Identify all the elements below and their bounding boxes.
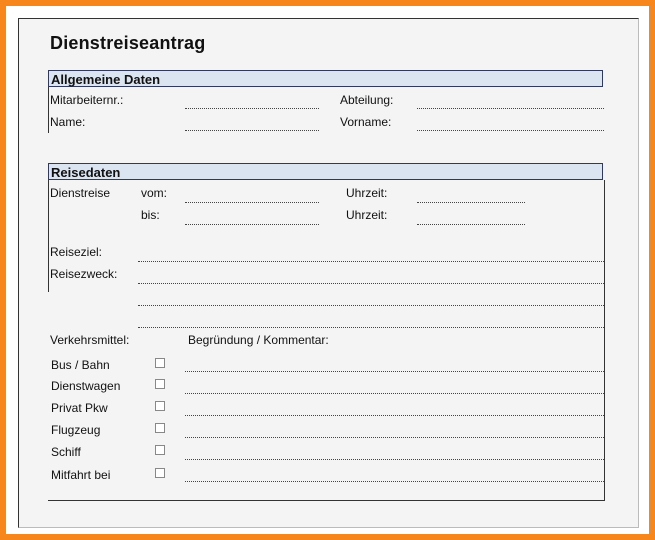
field-reisezweck-3[interactable]	[138, 327, 604, 328]
label-dienstreise: Dienstreise	[50, 186, 111, 200]
label-name: Name:	[50, 115, 86, 129]
field-kommentar-bus-bahn[interactable]	[185, 371, 604, 372]
field-kommentar-dienstwagen[interactable]	[185, 393, 604, 394]
checkbox-bus-bahn[interactable]	[155, 358, 165, 368]
field-reisezweck-2[interactable]	[138, 305, 604, 306]
field-vom[interactable]	[185, 202, 319, 203]
label-abteilung: Abteilung:	[340, 93, 394, 107]
option-label: Mitfahrt bei	[51, 468, 111, 482]
label-verkehrsmittel: Verkehrsmittel:	[50, 333, 130, 347]
field-uhrzeit-1[interactable]	[417, 202, 525, 203]
checkbox-flugzeug[interactable]	[155, 423, 165, 433]
field-kommentar-privat-pkw[interactable]	[185, 415, 604, 416]
label-begruendung: Begründung / Kommentar:	[188, 333, 329, 347]
section1-left-border	[48, 87, 49, 133]
label-uhrzeit-2: Uhrzeit:	[346, 208, 388, 222]
form-title: Dienstreiseantrag	[50, 33, 206, 53]
field-abteilung[interactable]	[417, 108, 604, 109]
checkbox-schiff[interactable]	[155, 445, 165, 455]
checkbox-mitfahrt-bei[interactable]	[155, 468, 165, 478]
field-reiseziel[interactable]	[138, 261, 604, 262]
label-bis: bis:	[141, 208, 160, 222]
option-label: Dienstwagen	[51, 379, 121, 393]
field-kommentar-flugzeug[interactable]	[185, 437, 604, 438]
section-header-allgemeine-daten: Allgemeine Daten	[48, 70, 603, 87]
label-reisezweck: Reisezweck:	[50, 267, 118, 281]
option-label: Privat Pkw	[51, 401, 108, 415]
label-reiseziel: Reiseziel:	[50, 245, 103, 259]
label-mitarbeiternr: Mitarbeiternr.:	[50, 93, 124, 107]
field-uhrzeit-2[interactable]	[417, 224, 525, 225]
field-name[interactable]	[185, 130, 319, 131]
section2-right-border	[604, 180, 605, 500]
option-label: Schiff	[51, 445, 81, 459]
checkbox-privat-pkw[interactable]	[155, 401, 165, 411]
label-uhrzeit-1: Uhrzeit:	[346, 186, 388, 200]
option-label: Bus / Bahn	[51, 358, 110, 372]
field-kommentar-mitfahrt-bei[interactable]	[185, 481, 604, 482]
field-kommentar-schiff[interactable]	[185, 459, 604, 460]
checkbox-dienstwagen[interactable]	[155, 379, 165, 389]
field-mitarbeiternr[interactable]	[185, 108, 319, 109]
field-bis[interactable]	[185, 224, 319, 225]
field-reisezweck-1[interactable]	[138, 283, 604, 284]
section2-left-border	[48, 180, 49, 292]
option-label: Flugzeug	[51, 423, 101, 437]
label-vom: vom:	[141, 186, 168, 200]
label-vorname: Vorname:	[340, 115, 392, 129]
field-vorname[interactable]	[417, 130, 604, 131]
section2-bottom-border	[48, 500, 605, 501]
section-header-reisedaten: Reisedaten	[48, 163, 603, 180]
